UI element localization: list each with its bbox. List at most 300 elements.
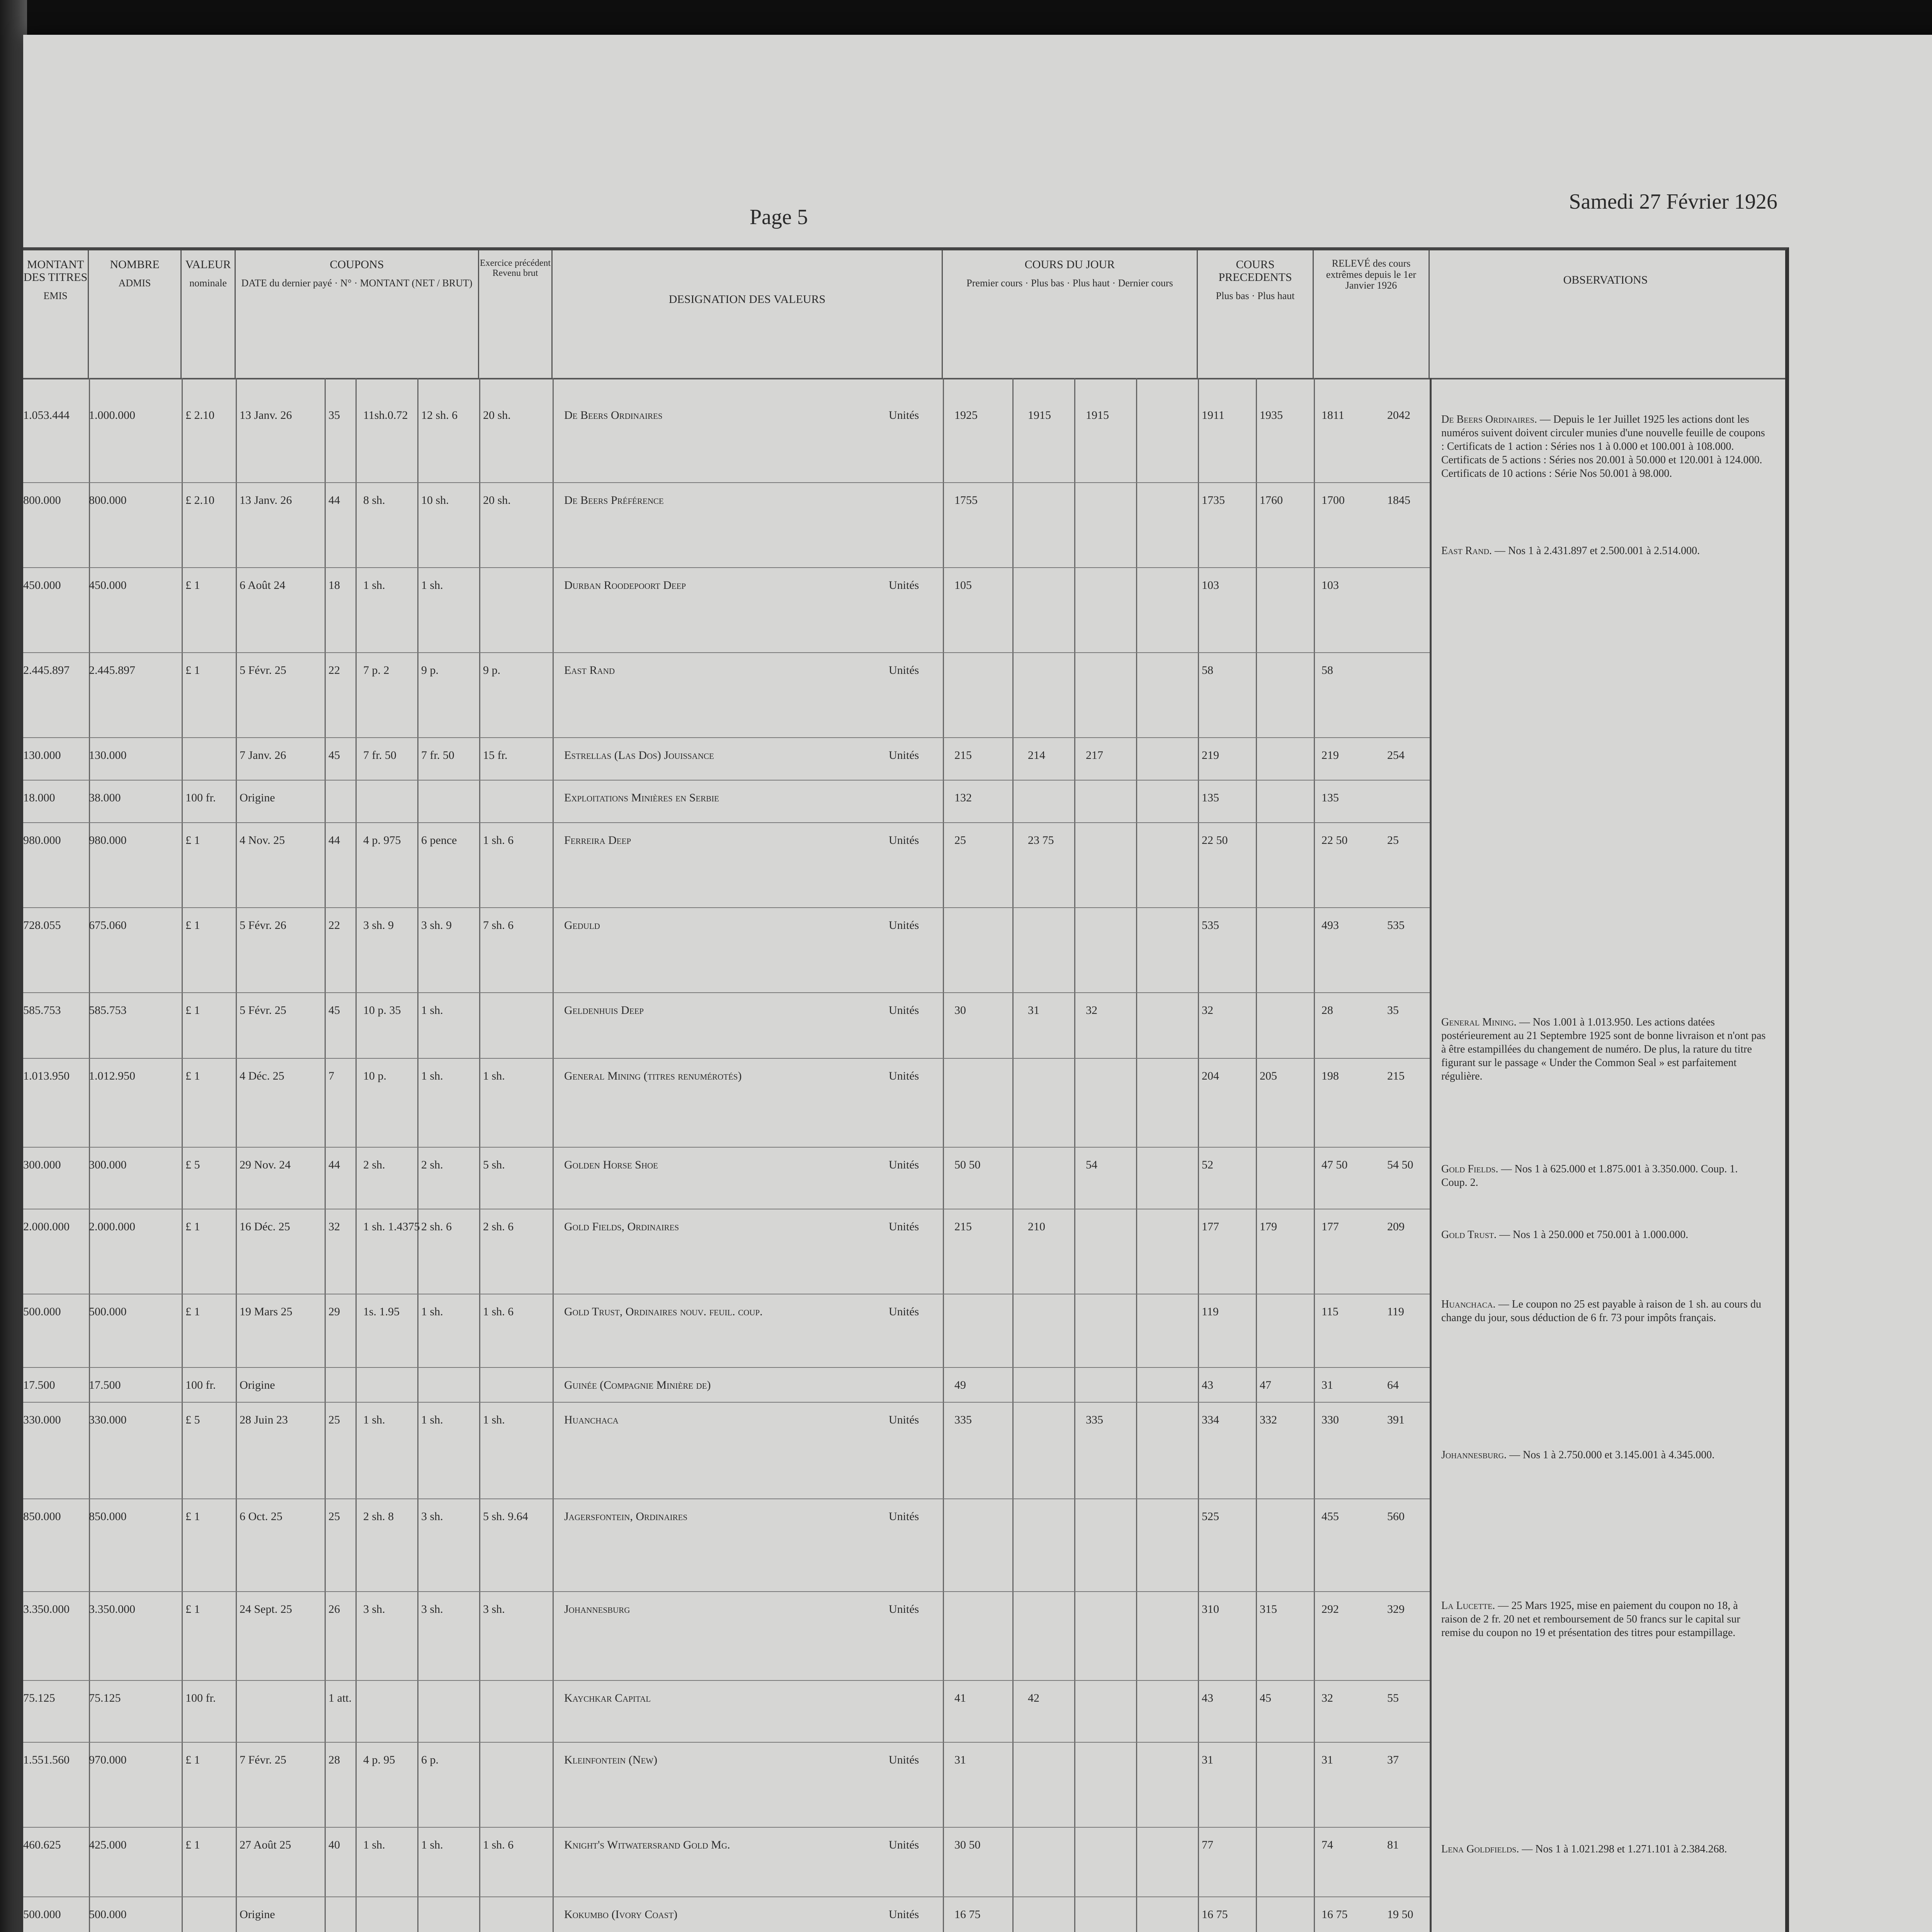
cell-exer: 20 sh. [483, 494, 511, 507]
cell-valeur: 100 fr. [185, 1692, 216, 1704]
cell-r1: 1811 [1321, 409, 1344, 422]
cell-name: Huanchaca [564, 1413, 619, 1426]
cell-name: Johannesburg [564, 1603, 630, 1616]
cell-name: De Beers Ordinaires [564, 409, 663, 422]
cell-p2: 179 [1260, 1220, 1277, 1233]
cell-r1: 135 [1321, 791, 1339, 804]
cell-date: 6 Oct. 25 [240, 1510, 282, 1523]
cell-r1: 58 [1321, 664, 1333, 677]
cell-p1: 58 [1202, 664, 1213, 677]
cell-c1: 335 [954, 1413, 972, 1426]
cell-r2: 119 [1387, 1305, 1404, 1318]
cell-no: 35 [328, 409, 340, 422]
row-rule [23, 907, 1430, 908]
cell-unit: Unités [889, 664, 919, 677]
cell-r1: 1700 [1321, 494, 1345, 507]
cell-c1: 215 [954, 1220, 972, 1233]
cell-c3: 217 [1086, 749, 1103, 762]
cell-c2: 23 75 [1028, 834, 1054, 847]
header-montant: MONTANT DES TITRES EMIS [23, 250, 89, 378]
cell-name: Kokumbo (Ivory Coast) [564, 1908, 678, 1921]
row-rule [23, 1367, 1430, 1368]
note-text: — Depuis le 1er Juillet 1925 les actions dont les numéros suivent doivent circuler munies d'une nouvelle feuille de coupons : Certificats de 1 action : Séries nos 1 à 0.000 et 100.001 à 108.000. Certificats de 5 actions : Séries nos 20.001 à 50.000 et 120.001 à 124.000. Certificats de 10 actions : Série Nos 50.001 à 98.000. [1441, 413, 1765, 480]
cell-r2: 19 50 [1387, 1908, 1413, 1921]
header-valeur: VALEUR nominale [182, 250, 236, 378]
cell-p1: 204 [1202, 1070, 1219, 1082]
cell-brut: 6 pence [421, 834, 457, 847]
cell-montant: 18.000 [23, 791, 55, 804]
cell-r1: 219 [1321, 749, 1339, 762]
cell-nombre: 3.350.000 [89, 1603, 135, 1616]
cell-r2: 329 [1387, 1603, 1405, 1616]
cell-montant: 75.125 [23, 1692, 55, 1704]
cell-nombre: 980.000 [89, 834, 127, 847]
cell-montant: 728.055 [23, 919, 61, 932]
cell-date: 7 Févr. 25 [240, 1753, 286, 1766]
cell-brut: 1 sh. [421, 1305, 443, 1318]
header-nombre: NOMBRE ADMIS [89, 250, 182, 378]
cell-name: Kleinfontein (New) [564, 1753, 658, 1766]
cell-unit: Unités [889, 1510, 919, 1523]
cell-brut: 3 sh. 9 [421, 919, 452, 932]
header-observations: OBSERVATIONS [1563, 274, 1648, 286]
cell-no: 25 [328, 1510, 340, 1523]
cell-name: Gold Trust, Ordinaires nouv. feuil. coup. [564, 1305, 763, 1318]
observations-column [1434, 382, 1774, 1932]
cell-c1: 1755 [954, 494, 978, 507]
cell-date: 19 Mars 25 [240, 1305, 293, 1318]
cell-brut: 2 sh. [421, 1158, 443, 1171]
cell-r1: 31 [1321, 1753, 1333, 1766]
page-number: Page 5 [750, 205, 808, 229]
cell-c2: 214 [1028, 749, 1045, 762]
note-title: Huanchaca. [1441, 1298, 1496, 1310]
cell-net: 1 sh. [363, 1838, 385, 1851]
cell-montant: 500.000 [23, 1305, 61, 1318]
cell-unit: Unités [889, 1908, 919, 1921]
cell-r1: 455 [1321, 1510, 1339, 1523]
cell-exer: 1 sh. 6 [483, 834, 514, 847]
cell-p2: 45 [1260, 1692, 1271, 1704]
cell-r2: 254 [1387, 749, 1405, 762]
cell-no: 45 [328, 749, 340, 762]
cell-montant: 450.000 [23, 579, 61, 592]
header-coupons: COUPONS DATE du dernier payé · N° · MONTANT (NET / BRUT) [236, 250, 479, 378]
cell-brut: 9 p. [421, 664, 439, 677]
cell-r1: 292 [1321, 1603, 1339, 1616]
cell-brut: 1 sh. [421, 579, 443, 592]
row-rule [23, 1742, 1430, 1743]
cell-exer: 7 sh. 6 [483, 919, 514, 932]
cell-nombre: 1.000.000 [89, 409, 135, 422]
cell-nombre: 38.000 [89, 791, 121, 804]
cell-name: General Mining (titres renumérotés) [564, 1070, 742, 1082]
note-text: — Nos 1 à 2.750.000 et 3.145.001 à 4.345.000. [1507, 1449, 1715, 1461]
cell-unit: Unités [889, 1603, 919, 1616]
row-rule [23, 780, 1430, 781]
cell-valeur: £ 1 [185, 1004, 200, 1017]
cell-net: 3 sh. [363, 1603, 385, 1616]
cell-unit: Unités [889, 1220, 919, 1233]
cell-exer: 5 sh. 9.64 [483, 1510, 528, 1523]
cell-c1: 105 [954, 579, 972, 592]
cell-date: 28 Juin 23 [240, 1413, 288, 1426]
cell-c1: 16 75 [954, 1908, 981, 1921]
cell-exer: 1 sh. [483, 1413, 505, 1426]
cell-r1: 22 50 [1321, 834, 1348, 847]
cell-no: 25 [328, 1413, 340, 1426]
cell-brut: 3 sh. [421, 1603, 443, 1616]
cell-name: Kaychkar Capital [564, 1692, 651, 1704]
cell-exer: 9 p. [483, 664, 500, 677]
note-text: — Nos 1 à 250.000 et 750.001 à 1.000.000. [1497, 1229, 1689, 1241]
cell-exer: 15 fr. [483, 749, 508, 762]
cell-montant: 460.625 [23, 1838, 61, 1851]
cell-unit: Unités [889, 834, 919, 847]
cell-p1: 1735 [1202, 494, 1225, 507]
cell-no: 44 [328, 1158, 340, 1171]
cell-date: 5 Févr. 25 [240, 664, 286, 677]
cell-c1: 49 [954, 1379, 966, 1391]
cell-c1: 50 50 [954, 1158, 981, 1171]
cell-montant: 330.000 [23, 1413, 61, 1426]
cell-c1: 1925 [954, 409, 978, 422]
note-text: — Nos 1 à 2.431.897 et 2.500.001 à 2.514.000. [1492, 545, 1700, 557]
note-title: La Lucette. [1441, 1600, 1495, 1612]
row-rule [23, 1058, 1430, 1059]
cell-c1: 215 [954, 749, 972, 762]
row-rule [23, 822, 1430, 823]
cell-nombre: 500.000 [89, 1305, 127, 1318]
cell-nombre: 17.500 [89, 1379, 121, 1391]
cell-name: Exploitations Minières en Serbie [564, 791, 719, 804]
cell-r2: 560 [1387, 1510, 1405, 1523]
cell-valeur: £ 1 [185, 1753, 200, 1766]
cell-no: 45 [328, 1004, 340, 1017]
cell-brut: 3 sh. [421, 1510, 443, 1523]
cell-exer: 20 sh. [483, 409, 511, 422]
cell-p1: 535 [1202, 919, 1219, 932]
cell-r2: 64 [1387, 1379, 1399, 1391]
cell-montant: 1.013.950 [23, 1070, 70, 1082]
observation-note [1441, 1228, 1766, 1242]
row-rule [23, 737, 1430, 738]
cell-c3: 32 [1086, 1004, 1097, 1017]
row-rule [23, 1147, 1430, 1148]
cell-p1: 43 [1202, 1379, 1213, 1391]
cell-r1: 177 [1321, 1220, 1339, 1233]
cell-valeur: 100 fr. [185, 1379, 216, 1391]
cell-c1: 31 [954, 1753, 966, 1766]
cell-valeur: £ 1 [185, 1070, 200, 1082]
note-text: — Le coupon no 25 est payable à raison de 1 sh. au cours du change du jour, sous déduction de 6 fr. 73 pour impôts français. [1441, 1298, 1761, 1324]
cell-date: Origine [240, 1379, 275, 1391]
cell-p1: 310 [1202, 1603, 1219, 1616]
cell-brut: 1 sh. [421, 1004, 443, 1017]
cell-r2: 25 [1387, 834, 1399, 847]
cell-montant: 980.000 [23, 834, 61, 847]
cell-valeur: £ 1 [185, 579, 200, 592]
cell-p1: 119 [1202, 1305, 1219, 1318]
cell-unit: Unités [889, 749, 919, 762]
cell-p2: 1935 [1260, 409, 1283, 422]
cell-brut: 2 sh. 6 [421, 1220, 452, 1233]
cell-r1: 32 [1321, 1692, 1333, 1704]
cell-montant: 2.000.000 [23, 1220, 70, 1233]
header-exercice: Exercice précédent Revenu brut [479, 250, 553, 378]
table-header [23, 250, 1785, 379]
cell-net: 7 p. 2 [363, 664, 389, 677]
cell-valeur: £ 2.10 [185, 494, 214, 507]
note-title: Gold Trust. [1441, 1229, 1497, 1241]
cell-no: 7 [328, 1070, 334, 1082]
cell-p1: 334 [1202, 1413, 1219, 1426]
cell-brut: 12 sh. 6 [421, 409, 458, 422]
cell-r2: 81 [1387, 1838, 1399, 1851]
cell-r2: 35 [1387, 1004, 1399, 1017]
cell-no: 32 [328, 1220, 340, 1233]
cell-no: 22 [328, 664, 340, 677]
cell-c2: 210 [1028, 1220, 1045, 1233]
cell-unit: Unités [889, 409, 919, 422]
cell-nombre: 800.000 [89, 494, 127, 507]
cell-date: 27 Août 25 [240, 1838, 291, 1851]
cell-r2: 55 [1387, 1692, 1399, 1704]
row-rule [23, 652, 1430, 653]
cell-unit: Unités [889, 579, 919, 592]
cell-nombre: 850.000 [89, 1510, 127, 1523]
cell-p1: 43 [1202, 1692, 1213, 1704]
cell-date: 6 Août 24 [240, 579, 286, 592]
cell-exer: 1 sh. 6 [483, 1838, 514, 1851]
cell-net: 10 p. 35 [363, 1004, 401, 1017]
cell-p2: 47 [1260, 1379, 1271, 1391]
cell-valeur: £ 1 [185, 1603, 200, 1616]
cell-r2: 535 [1387, 919, 1405, 932]
row-rule [23, 1827, 1430, 1828]
cell-net: 2 sh. 8 [363, 1510, 394, 1523]
cell-exer: 5 sh. [483, 1158, 505, 1171]
note-title: Lena Goldfields. [1441, 1843, 1519, 1855]
cell-p1: 31 [1202, 1753, 1213, 1766]
cell-brut: 7 fr. 50 [421, 749, 454, 762]
row-rule [23, 1402, 1430, 1403]
cell-nombre: 675.060 [89, 919, 127, 932]
cell-name: Guinée (Compagnie Minière de) [564, 1379, 711, 1391]
cell-unit: Unités [889, 1070, 919, 1082]
cell-p1: 135 [1202, 791, 1219, 804]
cell-r2: 215 [1387, 1070, 1405, 1082]
page-date: Samedi 27 Février 1926 [1569, 190, 1777, 214]
cell-no: 44 [328, 834, 340, 847]
cell-nombre: 2.000.000 [89, 1220, 135, 1233]
observation-note [1441, 1298, 1766, 1325]
observation-note [1441, 413, 1766, 480]
cell-montant: 1.551.560 [23, 1753, 70, 1766]
row-rule [23, 1680, 1430, 1681]
cell-montant: 17.500 [23, 1379, 55, 1391]
cell-date: 4 Nov. 25 [240, 834, 285, 847]
cell-r1: 103 [1321, 579, 1339, 592]
cell-p1: 52 [1202, 1158, 1213, 1171]
cell-montant: 130.000 [23, 749, 61, 762]
cell-p2: 205 [1260, 1070, 1277, 1082]
cell-montant: 300.000 [23, 1158, 61, 1171]
cell-exer: 3 sh. [483, 1603, 505, 1616]
cell-unit: Unités [889, 1305, 919, 1318]
cell-montant: 2.445.897 [23, 664, 70, 677]
note-text: — Nos 1.001 à 1.013.950. Les actions datées postérieurement au 21 Septembre 1925 sont de bonne livraison et n'ont pas à être estampillées du changement de numéro. De plus, la rature du titre figurant sur le passage « Under the Common Seal » est parfaitement régulière. [1441, 1016, 1766, 1082]
cell-net: 8 sh. [363, 494, 385, 507]
cell-net: 11sh.0.72 [363, 409, 408, 422]
cell-net: 4 p. 975 [363, 834, 401, 847]
observation-note [1441, 1448, 1766, 1462]
note-title: Gold Fields. [1441, 1163, 1498, 1175]
cell-r1: 28 [1321, 1004, 1333, 1017]
cell-name: Geldenhuis Deep [564, 1004, 644, 1017]
cell-p1: 525 [1202, 1510, 1219, 1523]
cell-montant: 850.000 [23, 1510, 61, 1523]
header-cours-precedents: COURS PRECEDENTS Plus bas · Plus haut [1198, 250, 1314, 378]
cell-unit: Unités [889, 1158, 919, 1171]
cell-brut: 1 sh. [421, 1070, 443, 1082]
note-title: General Mining. [1441, 1016, 1517, 1028]
header-cours-jour: COURS DU JOUR Premier cours · Plus bas · Plus haut · Dernier cours [943, 250, 1198, 378]
cell-valeur: 100 fr. [185, 791, 216, 804]
cell-name: Jagersfontein, Ordinaires [564, 1510, 688, 1523]
cell-valeur: £ 1 [185, 919, 200, 932]
cell-r2: 1845 [1387, 494, 1410, 507]
cell-p1: 1911 [1202, 409, 1225, 422]
cell-r1: 198 [1321, 1070, 1339, 1082]
observation-note [1441, 1842, 1766, 1856]
cell-exer: 2 sh. 6 [483, 1220, 514, 1233]
cell-no: 28 [328, 1753, 340, 1766]
cell-p1: 22 50 [1202, 834, 1228, 847]
cell-nombre: 75.125 [89, 1692, 121, 1704]
cell-r2: 37 [1387, 1753, 1399, 1766]
row-rule [23, 992, 1430, 993]
cell-nombre: 2.445.897 [89, 664, 135, 677]
cell-net: 3 sh. 9 [363, 919, 394, 932]
cell-r1: 47 50 [1321, 1158, 1348, 1171]
cell-date: 16 Déc. 25 [240, 1220, 290, 1233]
cell-no: 1 att. [328, 1692, 352, 1704]
cell-date: 7 Janv. 26 [240, 749, 286, 762]
cell-no: 44 [328, 494, 340, 507]
note-title: De Beers Ordinaires. [1441, 413, 1537, 425]
cell-nombre: 970.000 [89, 1753, 127, 1766]
cell-no: 26 [328, 1603, 340, 1616]
cell-net: 1 sh. 1.4375 [363, 1220, 420, 1233]
row-rule [23, 1896, 1430, 1897]
cell-unit: Unités [889, 1413, 919, 1426]
cell-montant: 3.350.000 [23, 1603, 70, 1616]
cell-date: 13 Janv. 26 [240, 494, 292, 507]
quotation-table [23, 247, 1789, 1932]
cell-unit: Unités [889, 919, 919, 932]
cell-exer: 1 sh. [483, 1070, 505, 1082]
cell-date: Origine [240, 791, 275, 804]
cell-brut: 10 sh. [421, 494, 449, 507]
cell-p2: 1760 [1260, 494, 1283, 507]
header-designation: DESIGNATION DES VALEURS [553, 250, 943, 378]
cell-r1: 74 [1321, 1838, 1333, 1851]
cell-name: Golden Horse Shoe [564, 1158, 658, 1171]
cell-c3: 335 [1086, 1413, 1103, 1426]
note-title: Johannesburg. [1441, 1449, 1507, 1461]
cell-r2: 2042 [1387, 409, 1410, 422]
cell-c2: 42 [1028, 1692, 1039, 1704]
cell-date: 5 Févr. 26 [240, 919, 286, 932]
page-header [23, 189, 1932, 236]
cell-date: Origine [240, 1908, 275, 1921]
observation-note [1441, 544, 1766, 558]
observation-note [1441, 1599, 1766, 1639]
cell-r1: 31 [1321, 1379, 1333, 1391]
cell-c2: 1915 [1028, 409, 1051, 422]
cell-exer: 1 sh. 6 [483, 1305, 514, 1318]
cell-valeur: £ 1 [185, 1838, 200, 1851]
row-rule [23, 1591, 1430, 1592]
row-rule [23, 1498, 1430, 1499]
cell-no: 29 [328, 1305, 340, 1318]
cell-net: 10 p. [363, 1070, 386, 1082]
cell-p2: 332 [1260, 1413, 1277, 1426]
cell-net: 1 sh. [363, 1413, 385, 1426]
cell-valeur: £ 5 [185, 1158, 200, 1171]
observation-note [1441, 1015, 1766, 1083]
cell-r1: 330 [1321, 1413, 1339, 1426]
cell-p1: 177 [1202, 1220, 1219, 1233]
row-rule [23, 567, 1430, 568]
cell-name: Knight's Witwatersrand Gold Mg. [564, 1838, 730, 1851]
note-text: — 25 Mars 1925, mise en paiement du coupon no 18, à raison de 2 fr. 20 net et remboursement de 50 francs sur le capital sur remise du coupon no 19 et présentation des titres pour estampillage. [1441, 1600, 1740, 1639]
cell-valeur: £ 1 [185, 664, 200, 677]
cell-no: 40 [328, 1838, 340, 1851]
cell-no: 22 [328, 919, 340, 932]
cell-valeur: £ 5 [185, 1413, 200, 1426]
cell-date: 13 Janv. 26 [240, 409, 292, 422]
cell-r1: 493 [1321, 919, 1339, 932]
cell-c2: 31 [1028, 1004, 1039, 1017]
cell-nombre: 130.000 [89, 749, 127, 762]
cell-r1: 115 [1321, 1305, 1338, 1318]
cell-no: 18 [328, 579, 340, 592]
cell-name: Ferreira Deep [564, 834, 631, 847]
cell-date: 24 Sept. 25 [240, 1603, 292, 1616]
cell-name: Durban Roodepoort Deep [564, 579, 686, 592]
cell-r2: 391 [1387, 1413, 1405, 1426]
cell-montant: 800.000 [23, 494, 61, 507]
cell-montant: 1.053.444 [23, 409, 70, 422]
cell-montant: 500.000 [23, 1908, 61, 1921]
cell-valeur: £ 1 [185, 1510, 200, 1523]
cell-net: 2 sh. [363, 1158, 385, 1171]
cell-nombre: 500.000 [89, 1908, 127, 1921]
cell-date: 29 Nov. 24 [240, 1158, 291, 1171]
cell-unit: Unités [889, 1838, 919, 1851]
observation-note [1441, 1162, 1766, 1189]
cell-p1: 219 [1202, 749, 1219, 762]
cell-r1: 16 75 [1321, 1908, 1348, 1921]
cell-nombre: 330.000 [89, 1413, 127, 1426]
cell-net: 1 sh. [363, 579, 385, 592]
cell-brut: 6 p. [421, 1753, 439, 1766]
cell-net: 1s. 1.95 [363, 1305, 400, 1318]
cell-date: 5 Févr. 25 [240, 1004, 286, 1017]
note-title: East Rand. [1441, 545, 1492, 557]
